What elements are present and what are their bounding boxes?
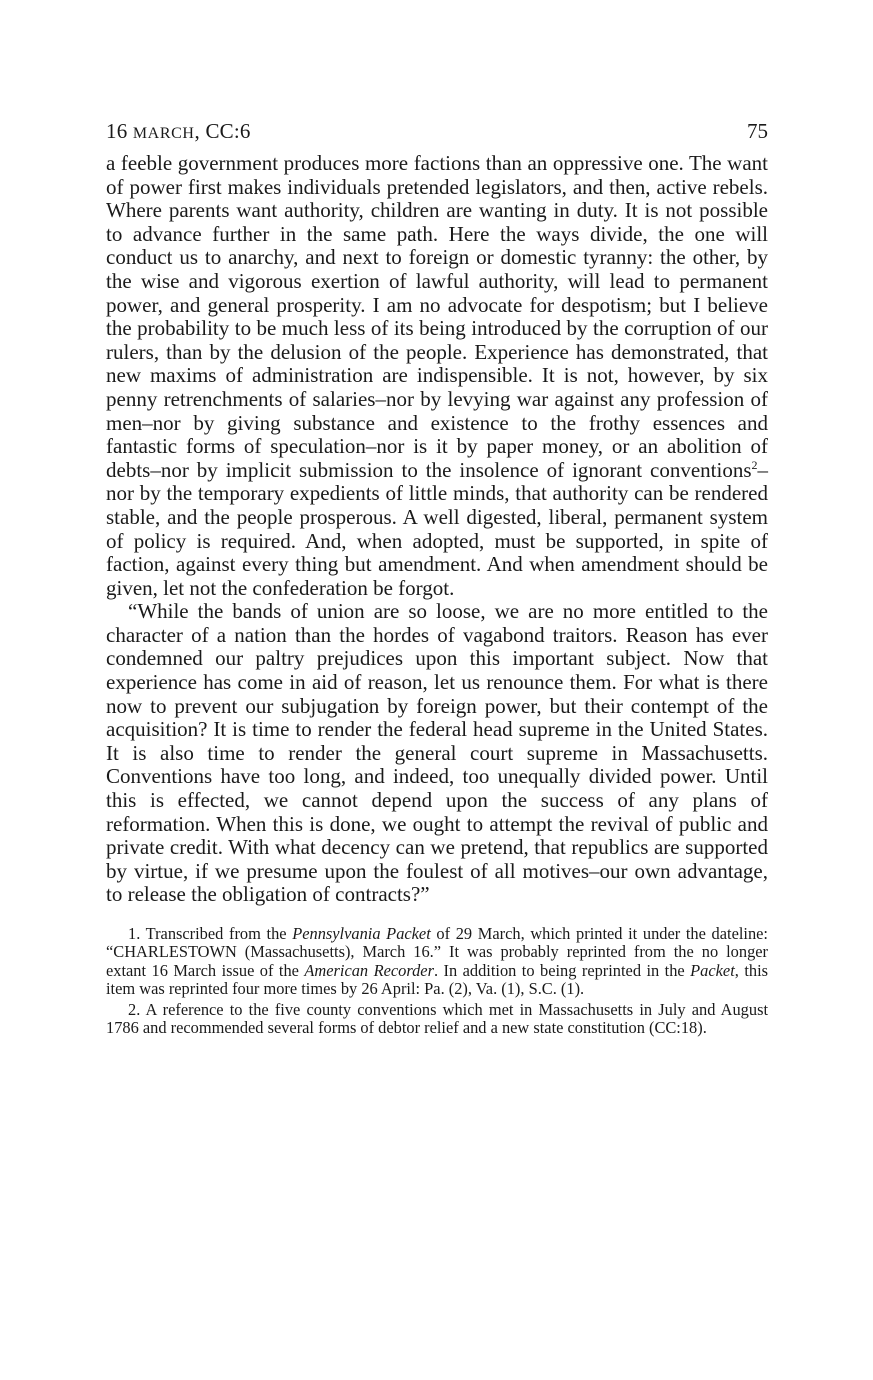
document-page — [106, 118, 768, 1039]
header-month: MARCH — [132, 125, 195, 142]
footnote-1-text-d: , this item was reprinted four more times by 26 April: Pa. (2), Va. (1), S.C. (1). — [106, 960, 768, 999]
footnote-1-newspaper-title: American Recorder — [304, 960, 434, 980]
footnote-2: 2. A reference to the five county conventions which met in Massachusetts in July and August 1786 and recommended several forms of debtor relief and a new state constitution (CC:18). — [106, 999, 768, 1038]
footnotes — [106, 925, 768, 1037]
footnote-1-source-title: Pennsylvania Packet — [292, 924, 431, 943]
body-text — [106, 152, 768, 907]
header-doc-ref: , CC:6 — [194, 119, 251, 143]
paragraph-1 — [106, 152, 768, 600]
page-number: 75 — [747, 119, 768, 143]
paragraph-1-part-a: a feeble government produces more factions than an oppressive one. The want of power first makes individuals pretended legislators, and then, active rebels. Where parents want authority, children are wanting in duty. It is not possible to advance further in the same path. Here the ways divide, the one will conduct us to anarchy, and next to foreign or domestic tyranny: the other, by the wise and vigorous exertion of lawful authority, will lead to permanent power, and general prosperity. I am no advocate for despotism; but I believe the probability to be much less of its being introduced by the corruption of our rulers, than by the delusion of the people. Experience has demonstrated, that new maxims of administration are indispensible. It is not, however, by six penny retrenchments of salaries–nor by levying war against any profession of men–nor by giving substance and existence to the frothy essences and fantastic forms of speculation–nor is it by paper money, or an abolition of debts–nor by implicit submission to the insolence of ignorant conventions — [106, 151, 768, 482]
footnote-1-text-c: . In addition to being reprinted in the — [433, 960, 691, 980]
footnote-1-packet-title: Packet — [690, 960, 735, 980]
paragraph-1-part-b: –nor by the temporary expedients of little minds, that authority can be rendered stable, and the people prosperous. A well digested, liberal, permanent system of policy is required. And, when adopted, must be supported, in spite of faction, against every thing but amendment. And when amendment should be given, let not the confederation be forgot. — [106, 457, 768, 600]
paragraph-2: “While the bands of union are so loose, we are no more entitled to the character of a nation than the hordes of vagabond traitors. Reason has ever condemned our paltry prejudices upon this important subject. Now that experience has come in aid of reason, let us renounce them. For what is there now to prevent our subjugation by foreign power, but their contempt of the acquisition? It is time to render the federal head supreme in the United States. It is also time to render the general court supreme in Massachusetts. Conventions have too long, and indeed, too unequally divided power. Until this is effected, we cannot depend upon the success of any plans of reformation. When this is done, we ought to attempt the revival of public and private credit. With what decency can we pretend, that republics are supported by virtue, if we presume upon the foulest of all motives–our own advantage, to release the obligation of contracts?” — [106, 599, 768, 907]
footnote-1-text-b: of 29 March, which printed it under the dateline: “CHARLESTOWN (Massachusetts), March 16.” It was probably reprinted from the no longer extant 16 March issue of the — [106, 924, 768, 980]
header-date-reference — [106, 118, 251, 147]
footnote-1-text-a: 1. Transcribed from the — [128, 924, 293, 943]
footnote-1 — [106, 925, 768, 999]
running-head — [106, 118, 768, 152]
footnote-ref-2: 2 — [751, 457, 758, 472]
header-day: 16 — [106, 119, 133, 143]
